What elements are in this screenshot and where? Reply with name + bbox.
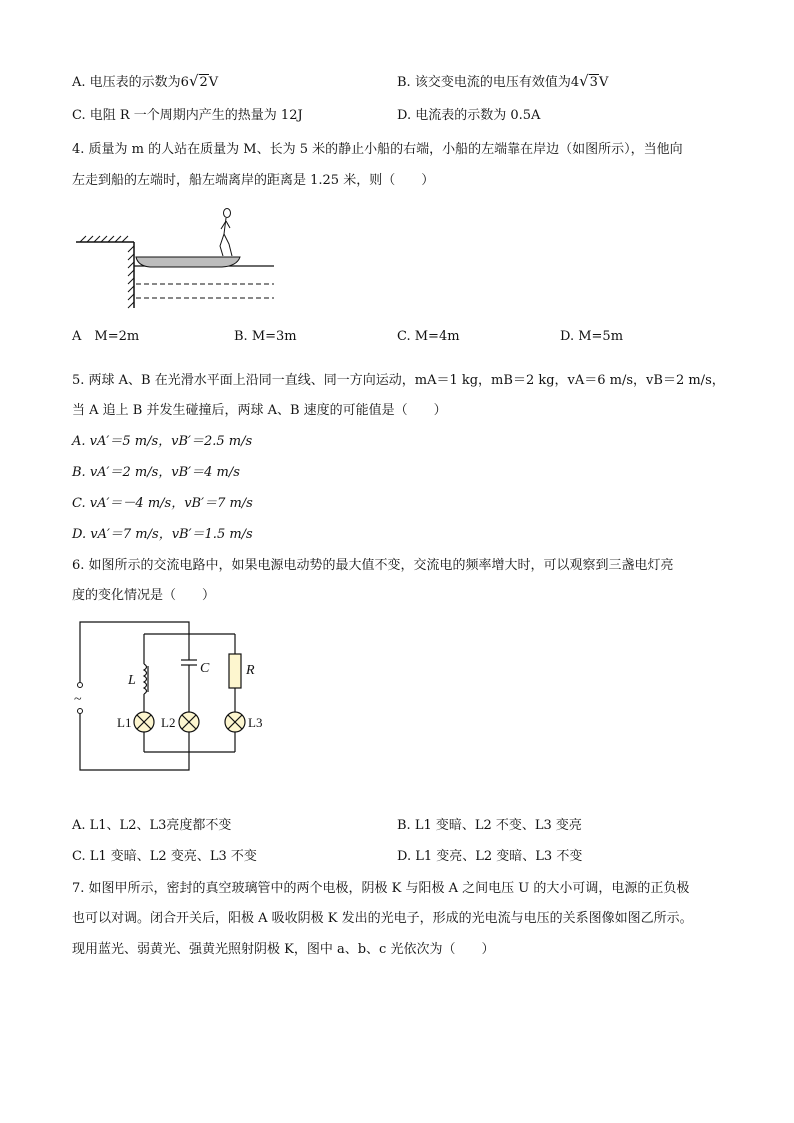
source-terminal-bottom: [78, 709, 83, 714]
q3-option-b-unit: V: [598, 75, 609, 90]
sqrt-sign: √3: [579, 72, 598, 90]
q5-option-a: A. vA′＝5 m/s，vB′＝2.5 m/s: [72, 434, 253, 449]
q7-line-2: 也可以对调。闭合开关后，阳极 A 吸收阴极 K 发出的光电子，形成的光电流与电压的关系图像如图乙所示。: [72, 911, 693, 926]
q3-option-b-radicand: 3: [589, 75, 598, 90]
q3-option-b-text: B. 该交变电流的电压有效值为4: [397, 75, 580, 90]
q4-option-c: C. M=4m: [397, 329, 460, 344]
lamp-l2: [179, 712, 199, 732]
ac-source-symbol: ~: [74, 692, 82, 707]
q3-option-a-unit: V: [208, 75, 219, 90]
q6-option-c: C. L1 变暗、L2 变亮、L3 不变: [72, 849, 257, 864]
q5-line-2: 当 A 追上 B 并发生碰撞后，两球 A、B 速度的可能值是（ ）: [72, 403, 447, 418]
source-terminal-top: [78, 683, 83, 688]
label-inductor: L: [128, 673, 136, 688]
q6-option-a: A. L1、L2、L3亮度都不变: [72, 818, 232, 833]
label-l3: L3: [248, 715, 263, 730]
q7-line-1: 7. 如图甲所示，密封的真空玻璃管中的两个电极，阴极 K 与阳极 A 之间电压 U 的大小可调，电源的正负极: [72, 881, 690, 896]
q3-option-c: C. 电阻 R 一个周期内产生的热量为 12J: [72, 108, 303, 123]
q5-option-c: C. vA′＝－4 m/s，vB′＝7 m/s: [72, 496, 253, 511]
q4-option-b: B. M=3m: [234, 329, 297, 344]
q3-option-a: [72, 72, 218, 92]
ac-circuit-figure: [72, 614, 272, 774]
q5-line-1: 5. 两球 A、B 在光滑水平面上沿同一直线、同一方向运动，mA＝1 kg，mB＝2 kg，vA＝6 m/s，vB＝2 m/s，: [72, 373, 725, 388]
q6-line-1: 6. 如图所示的交流电路中，如果电源电动势的最大值不变，交流电的频率增大时，可以观察到三盏电灯亮: [72, 558, 674, 573]
q5-option-b: B. vA′＝2 m/s，vB′＝4 m/s: [72, 465, 240, 480]
q4-line-1: 4. 质量为 m 的人站在质量为 M、长为 5 米的静止小船的右端，小船的左端靠在岸边（如图所示），当他向: [72, 142, 683, 157]
lamp-l1: [134, 712, 154, 732]
label-capacitor: C: [200, 661, 210, 676]
q4-option-a: A M=2m: [72, 329, 140, 344]
q6-option-d: D. L1 变亮、L2 变暗、L3 不变: [397, 849, 583, 864]
q4-line-2: 左走到船的左端时，船左端离岸的距离是 1.25 米，则（ ）: [72, 173, 435, 188]
sqrt-sign: √2: [188, 72, 208, 90]
q6-option-b: B. L1 变暗、L2 不变、L3 变亮: [397, 818, 582, 833]
q3-option-a-radicand: 2: [199, 75, 208, 90]
lamp-l3: [225, 712, 245, 732]
q7-line-3: 现用蓝光、弱黄光、强黄光照射阴极 K，图中 a、b、c 光依次为（ ）: [72, 942, 495, 957]
label-l1: L1: [117, 715, 132, 730]
resistor: [229, 654, 241, 688]
q5-option-d: D. vA′＝7 m/s，vB′＝1.5 m/s: [72, 527, 253, 542]
label-resistor: R: [246, 663, 255, 678]
q3-option-b: [397, 72, 608, 92]
q3-option-d: D. 电流表的示数为 0.5A: [397, 108, 541, 123]
label-l2: L2: [161, 715, 176, 730]
q6-line-2: 度的变化情况是（ ）: [72, 588, 216, 603]
q4-option-d: D. M=5m: [560, 329, 624, 344]
boat-figure: [72, 206, 282, 311]
q3-option-a-text: A. 电压表的示数为6: [72, 75, 189, 90]
